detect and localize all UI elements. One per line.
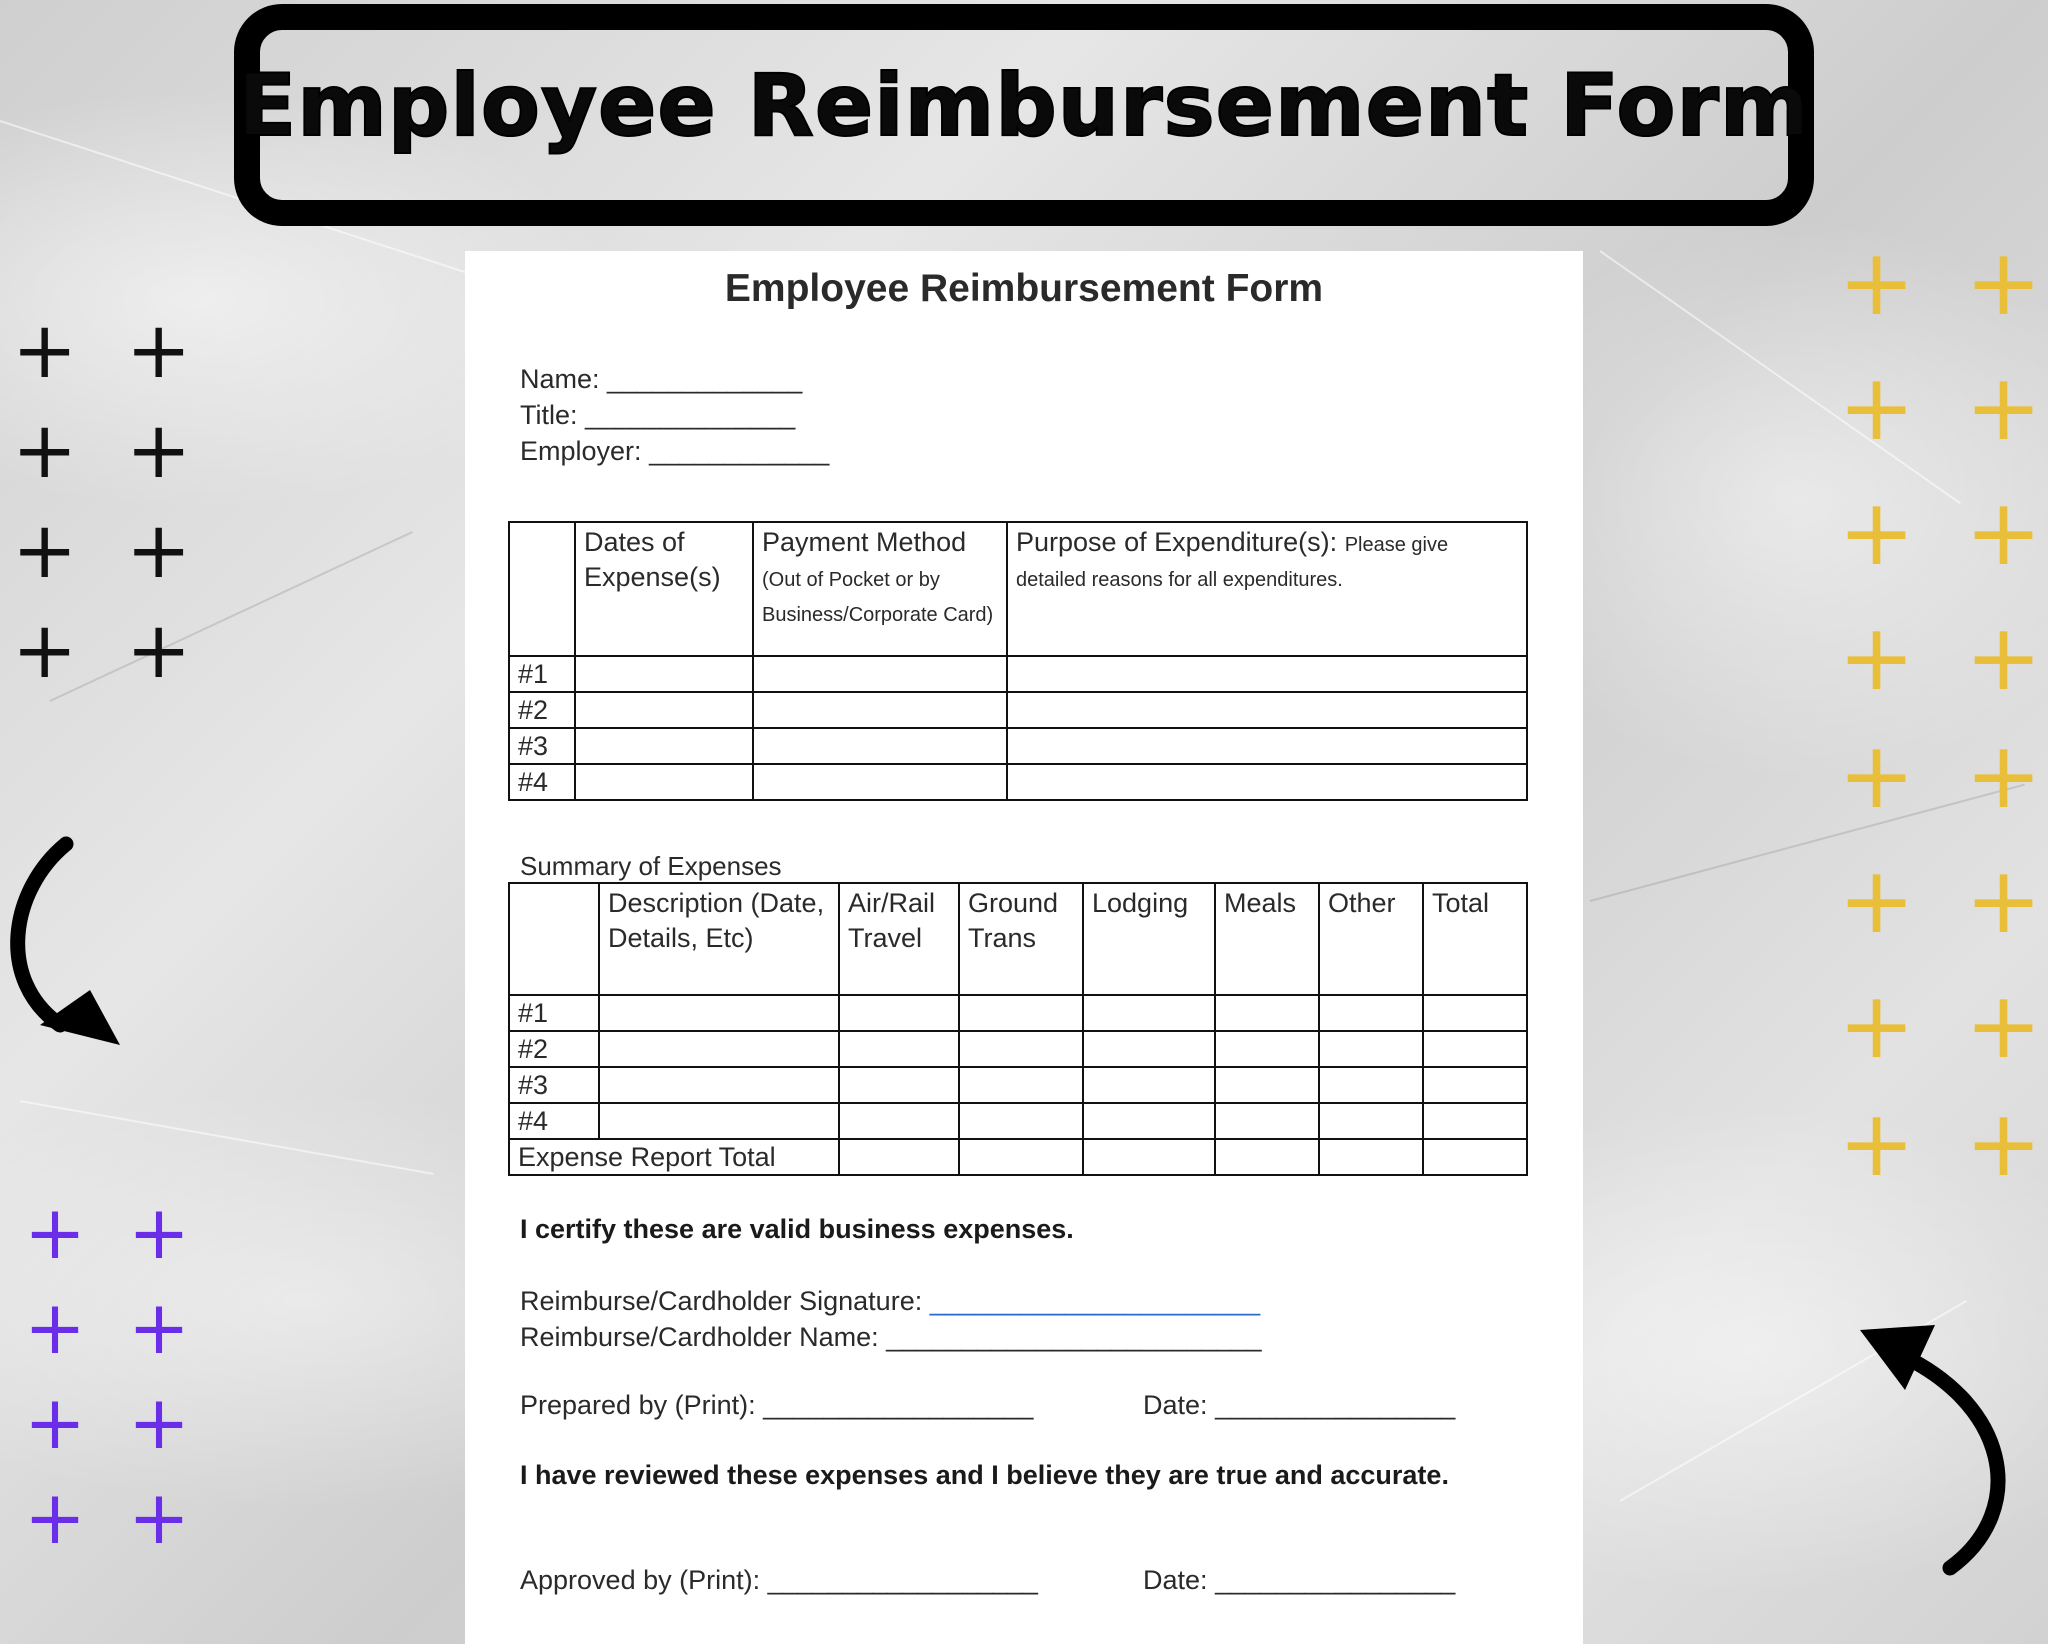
cardholder-name-field[interactable] xyxy=(520,1322,1262,1353)
table-row xyxy=(509,1103,1527,1139)
table-cell[interactable] xyxy=(839,1103,959,1139)
prepared-by-label: Prepared by (Print): xyxy=(520,1390,756,1420)
header-cell: Meals xyxy=(1215,883,1319,995)
banner-title: Employee Reimbursement Form xyxy=(237,56,1811,156)
approved-by-blank[interactable]: __________________ xyxy=(767,1565,1038,1595)
title-label: Title: xyxy=(520,400,578,430)
table-row xyxy=(509,764,1527,800)
plus-icon: + xyxy=(1838,972,1916,1079)
table-cell[interactable] xyxy=(575,656,753,692)
table-cell[interactable] xyxy=(959,1067,1083,1103)
header-cell: Description (Date, Details, Etc) xyxy=(599,883,839,995)
table-cell[interactable] xyxy=(1215,1103,1319,1139)
table-cell[interactable] xyxy=(599,1103,839,1139)
plus-icon: + xyxy=(12,306,78,396)
plus-icon: + xyxy=(24,1380,87,1466)
table-cell[interactable] xyxy=(839,1067,959,1103)
plus-icon: + xyxy=(1965,972,2043,1079)
payment-method-note: (Out of Pocket or by Business/Corporate Card) xyxy=(762,569,994,627)
table-row xyxy=(509,995,1527,1031)
table-cell[interactable] xyxy=(1319,1067,1423,1103)
table-cell[interactable] xyxy=(839,995,959,1031)
employer-label: Employer: xyxy=(520,436,642,466)
date-blank[interactable]: ________________ xyxy=(1215,1390,1456,1420)
table-cell[interactable] xyxy=(1423,1067,1527,1103)
purpose-note: Please give detailed reasons for all expenditures. xyxy=(1016,534,1449,592)
total-row-label: Expense Report Total xyxy=(509,1139,839,1175)
plus-icon: + xyxy=(1965,722,2043,829)
table-cell[interactable] xyxy=(753,728,1007,764)
table-cell[interactable] xyxy=(839,1139,959,1175)
curved-arrow-right-icon xyxy=(1840,1320,2020,1580)
row-label: #1 xyxy=(509,656,575,692)
plus-icon: + xyxy=(1838,354,1916,461)
summary-header-row xyxy=(509,883,1527,995)
plus-icon: + xyxy=(1838,847,1916,954)
table-row xyxy=(509,656,1527,692)
prepared-by-field[interactable] xyxy=(520,1390,1033,1421)
plus-icon: + xyxy=(1965,1090,2043,1197)
plus-icon: + xyxy=(128,1285,191,1371)
table-cell[interactable] xyxy=(1423,1031,1527,1067)
table-cell[interactable] xyxy=(1083,1031,1215,1067)
table-cell[interactable] xyxy=(575,764,753,800)
approved-date-field[interactable] xyxy=(1143,1565,1455,1596)
row-label: #2 xyxy=(509,692,575,728)
table-cell[interactable] xyxy=(959,995,1083,1031)
table-cell[interactable] xyxy=(1215,995,1319,1031)
header-cell: Other xyxy=(1319,883,1423,995)
table-cell[interactable] xyxy=(959,1031,1083,1067)
expense-table xyxy=(508,521,1528,801)
table-cell[interactable] xyxy=(599,995,839,1031)
employer-field[interactable] xyxy=(520,436,829,467)
plus-icon: + xyxy=(1965,479,2043,586)
table-cell[interactable] xyxy=(1215,1031,1319,1067)
certify-statement: I certify these are valid business expenses. xyxy=(520,1214,1074,1244)
plus-icon: + xyxy=(1965,229,2043,336)
table-cell[interactable] xyxy=(1007,728,1527,764)
table-cell[interactable] xyxy=(599,1067,839,1103)
summary-label: Summary of Expenses xyxy=(520,851,782,881)
date-label: Date: xyxy=(1143,1390,1208,1420)
table-cell[interactable] xyxy=(1215,1139,1319,1175)
plus-icon: + xyxy=(126,506,192,596)
table-cell[interactable] xyxy=(839,1031,959,1067)
title-blank[interactable]: ______________ xyxy=(585,400,796,430)
review-statement: I have reviewed these expenses and I believe they are true and accurate. xyxy=(520,1460,1449,1490)
form-title: Employee Reimbursement Form xyxy=(724,267,1324,310)
table-cell[interactable] xyxy=(1319,1031,1423,1067)
table-cell[interactable] xyxy=(1083,1139,1215,1175)
plus-icon: + xyxy=(1965,604,2043,711)
row-label: #4 xyxy=(509,1103,599,1139)
header-cell xyxy=(509,883,599,995)
table-cell[interactable] xyxy=(959,1139,1083,1175)
expense-header-row xyxy=(509,522,1527,656)
header-cell xyxy=(509,522,575,656)
approved-by-field[interactable] xyxy=(520,1565,1038,1596)
plus-icon: + xyxy=(1838,1090,1916,1197)
plus-icon: + xyxy=(12,406,78,496)
date-label: Date: xyxy=(1143,1565,1208,1595)
plus-icon: + xyxy=(128,1380,191,1466)
plus-icon: + xyxy=(12,506,78,596)
summary-table xyxy=(508,882,1528,1176)
signature-label: Reimburse/Cardholder Signature: xyxy=(520,1286,923,1316)
table-cell[interactable] xyxy=(1007,656,1527,692)
name-field[interactable] xyxy=(520,364,802,395)
table-cell[interactable] xyxy=(1007,692,1527,728)
prepared-date-field[interactable] xyxy=(1143,1390,1455,1421)
table-cell[interactable] xyxy=(575,728,753,764)
header-cell xyxy=(1007,522,1527,656)
row-label: #3 xyxy=(509,1067,599,1103)
table-row xyxy=(509,1031,1527,1067)
table-cell[interactable] xyxy=(959,1103,1083,1139)
table-cell[interactable] xyxy=(1083,995,1215,1031)
table-cell[interactable] xyxy=(753,764,1007,800)
cardholder-name-label: Reimburse/Cardholder Name: xyxy=(520,1322,879,1352)
table-cell[interactable] xyxy=(753,656,1007,692)
table-cell[interactable] xyxy=(1423,1103,1527,1139)
header-cell: Total xyxy=(1423,883,1527,995)
header-cell xyxy=(753,522,1007,656)
plus-icon: + xyxy=(1838,722,1916,829)
plus-icon: + xyxy=(12,606,78,696)
prepared-by-blank[interactable]: __________________ xyxy=(763,1390,1034,1420)
plus-icon: + xyxy=(126,606,192,696)
employer-blank[interactable]: ____________ xyxy=(649,436,830,466)
signature-blank[interactable]: ______________________ xyxy=(929,1286,1261,1316)
table-cell[interactable] xyxy=(1319,1103,1423,1139)
table-cell[interactable] xyxy=(1319,1139,1423,1175)
row-label: #1 xyxy=(509,995,599,1031)
plus-icon: + xyxy=(24,1190,87,1276)
plus-icon: + xyxy=(1838,479,1916,586)
table-row xyxy=(509,1067,1527,1103)
table-cell[interactable] xyxy=(575,692,753,728)
row-label: #2 xyxy=(509,1031,599,1067)
title-banner xyxy=(234,4,1814,226)
title-field[interactable] xyxy=(520,400,795,431)
form-page xyxy=(465,251,1583,1644)
plus-icon: + xyxy=(1838,229,1916,336)
payment-method-header: Payment Method xyxy=(762,527,967,557)
table-cell[interactable] xyxy=(1083,1067,1215,1103)
total-row xyxy=(509,1139,1527,1175)
date-blank[interactable]: ________________ xyxy=(1215,1565,1456,1595)
table-cell[interactable] xyxy=(1083,1103,1215,1139)
plus-icon: + xyxy=(24,1285,87,1371)
row-label: #3 xyxy=(509,728,575,764)
table-cell[interactable] xyxy=(1423,1139,1527,1175)
header-cell: Dates of Expense(s) xyxy=(575,522,753,656)
plus-icon: + xyxy=(1838,604,1916,711)
table-cell[interactable] xyxy=(599,1031,839,1067)
curved-arrow-left-icon xyxy=(0,830,150,1060)
plus-icon: + xyxy=(128,1475,191,1561)
plus-icon: + xyxy=(126,306,192,396)
name-label: Name: xyxy=(520,364,600,394)
header-cell: Ground Trans xyxy=(959,883,1083,995)
header-cell: Air/Rail Travel xyxy=(839,883,959,995)
header-cell: Lodging xyxy=(1083,883,1215,995)
name-blank[interactable]: _____________ xyxy=(607,364,803,394)
table-row xyxy=(509,728,1527,764)
table-cell[interactable] xyxy=(1423,995,1527,1031)
approved-by-label: Approved by (Print): xyxy=(520,1565,761,1595)
plus-icon: + xyxy=(24,1475,87,1561)
plus-icon: + xyxy=(1965,847,2043,954)
plus-icon: + xyxy=(128,1190,191,1276)
table-cell[interactable] xyxy=(1007,764,1527,800)
table-cell[interactable] xyxy=(1215,1067,1319,1103)
plus-icon: + xyxy=(126,406,192,496)
table-row xyxy=(509,692,1527,728)
plus-icon: + xyxy=(1965,354,2043,461)
table-cell[interactable] xyxy=(753,692,1007,728)
cardholder-name-blank[interactable]: _________________________ xyxy=(886,1322,1262,1352)
row-label: #4 xyxy=(509,764,575,800)
purpose-header: Purpose of Expenditure(s): xyxy=(1016,527,1338,557)
signature-field[interactable] xyxy=(520,1286,1260,1317)
table-cell[interactable] xyxy=(1319,995,1423,1031)
